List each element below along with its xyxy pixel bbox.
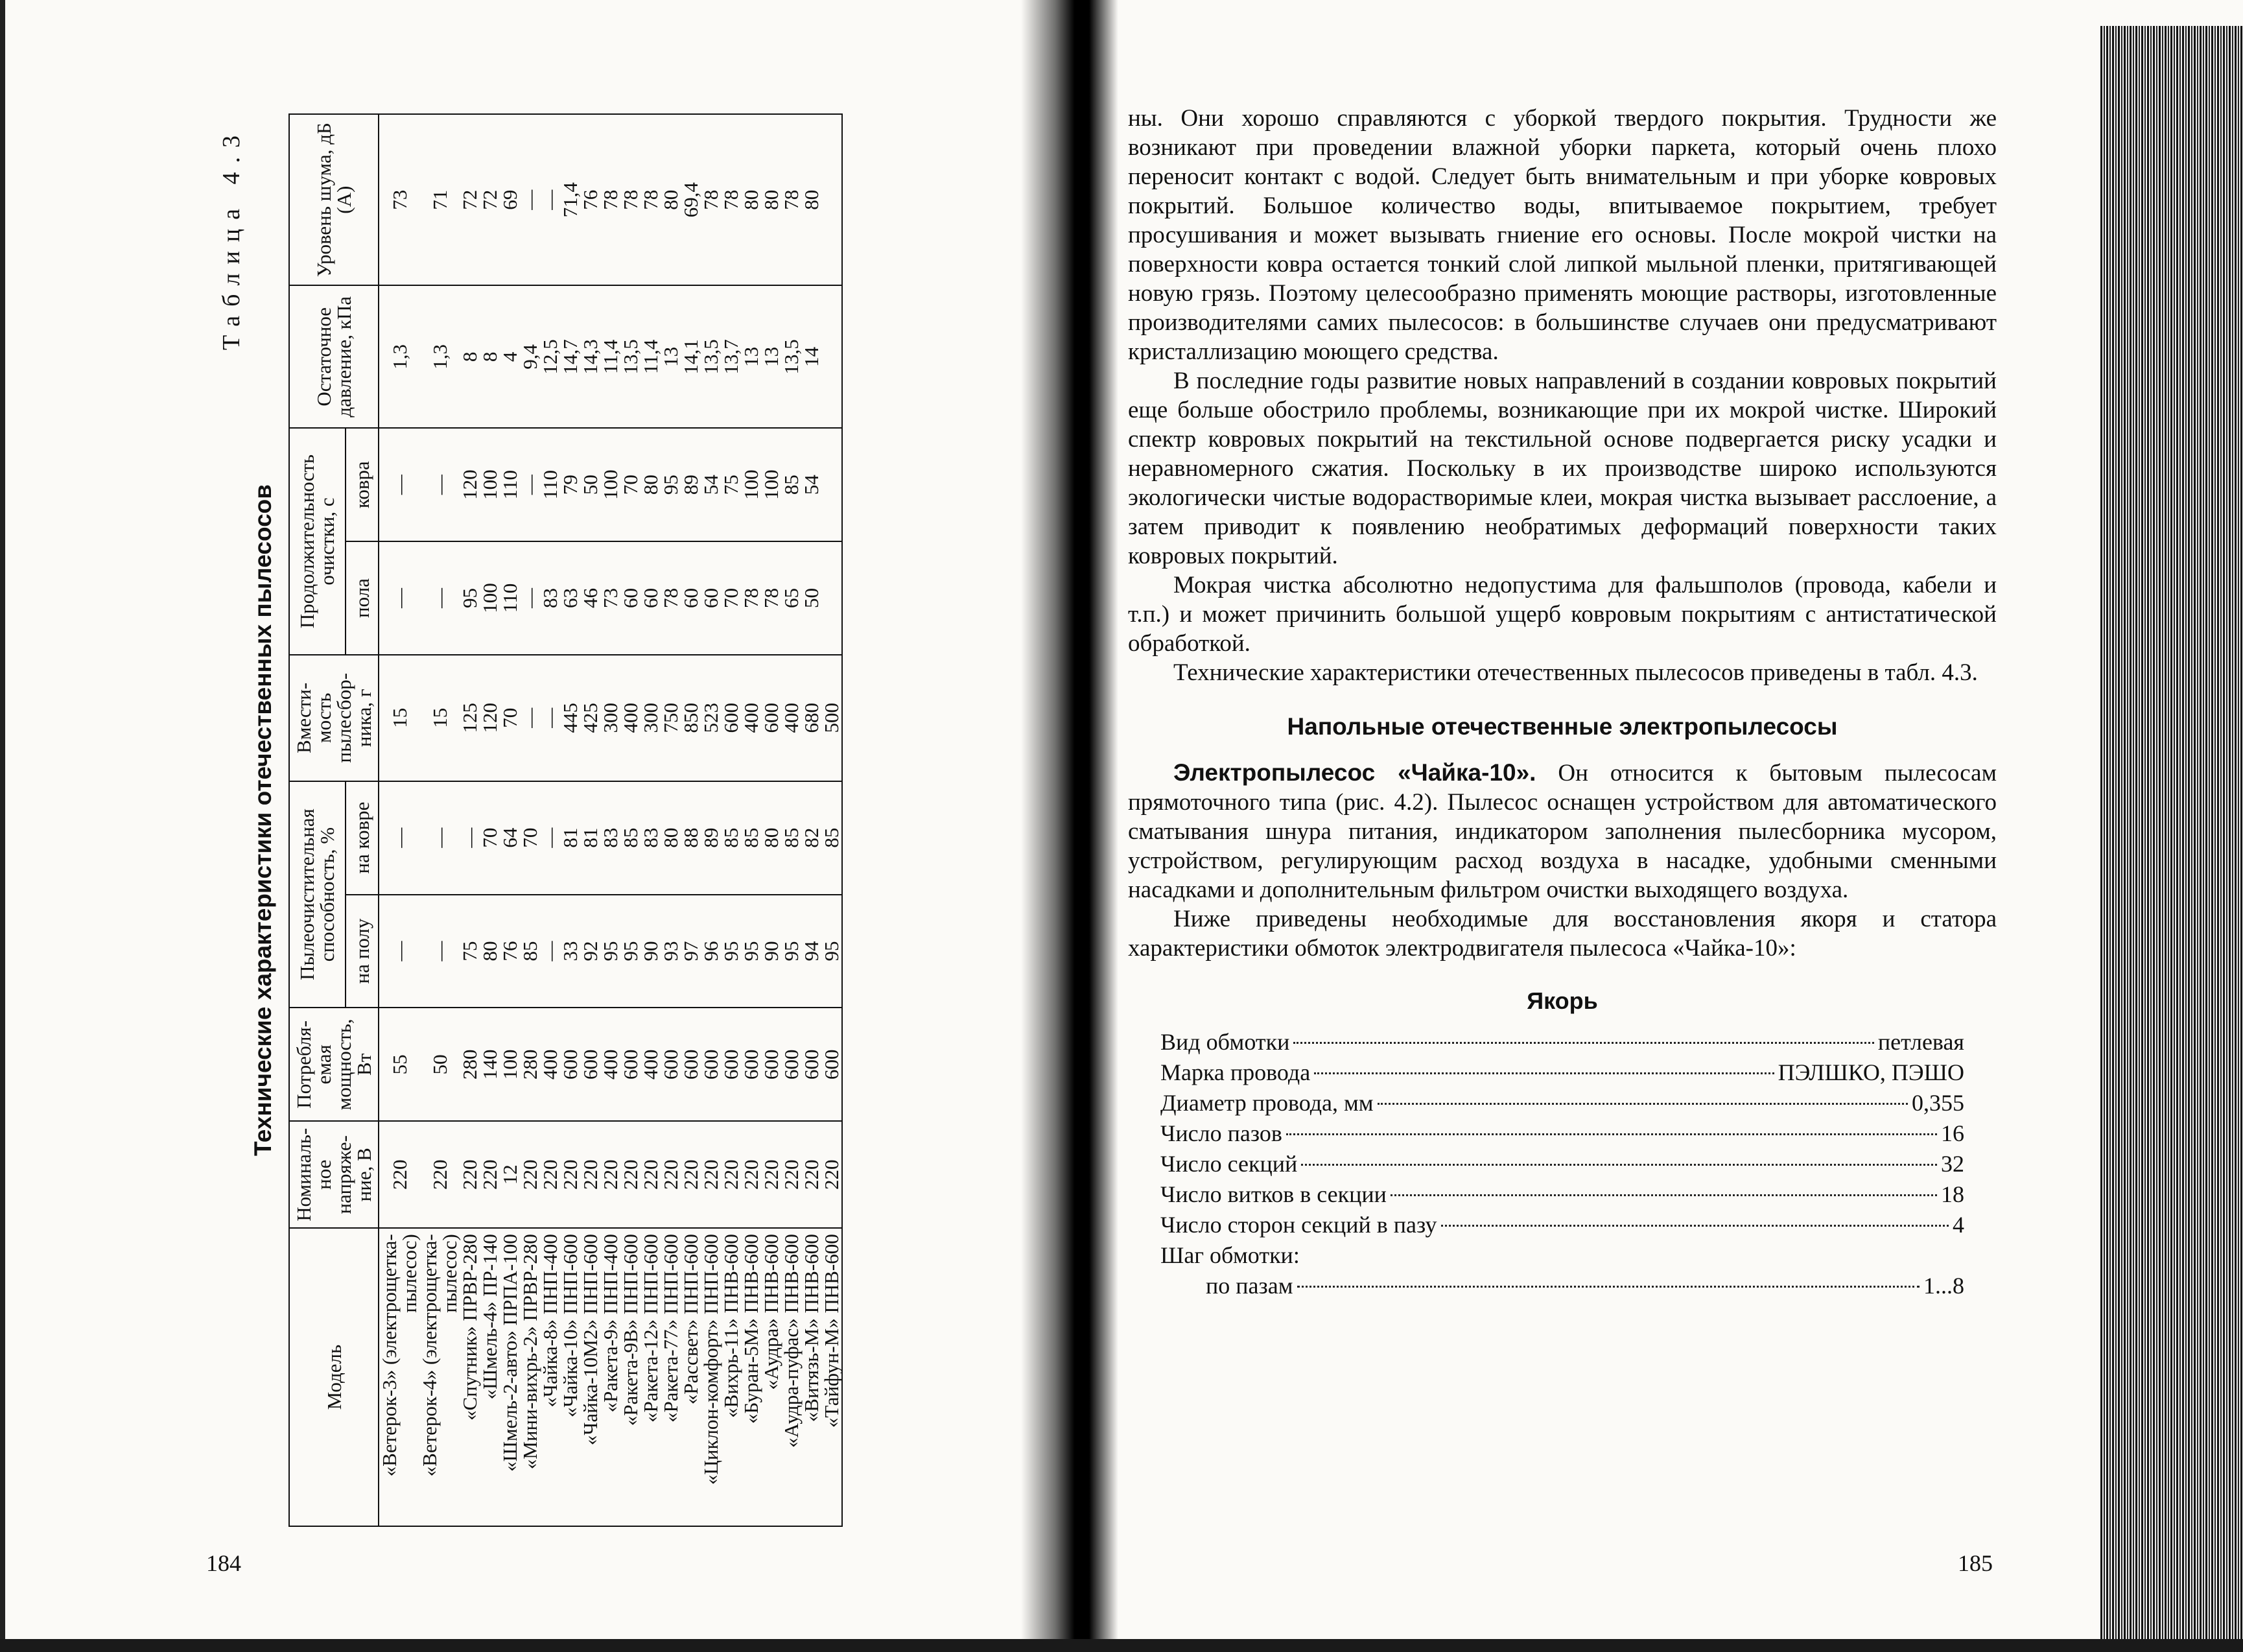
cell-pressure: 13 xyxy=(741,285,761,428)
leader-dots xyxy=(1293,1042,1874,1044)
spec-row xyxy=(1160,1149,1964,1179)
cell-dur-carpet: 100 xyxy=(761,428,781,541)
cell-dust-floor: 94 xyxy=(801,895,821,1008)
leader-dots xyxy=(1286,1133,1937,1135)
cell-capacity: 300 xyxy=(640,655,661,781)
cell-capacity: — xyxy=(540,655,560,781)
cell-voltage: 220 xyxy=(761,1121,781,1228)
paragraph-lead xyxy=(1128,758,1997,904)
cell-noise: 80 xyxy=(741,114,761,285)
cell-pressure: 11,4 xyxy=(640,285,661,428)
cell-noise: 71 xyxy=(419,114,460,285)
table-row xyxy=(701,114,721,1526)
spec-label: Число секций xyxy=(1160,1151,1298,1177)
cell-pressure: 13,5 xyxy=(620,285,640,428)
header-capacity: Вмести-мость пылесбор-ника, г xyxy=(289,655,379,781)
cell-dust-floor: 76 xyxy=(500,895,520,1008)
cell-capacity: 400 xyxy=(781,655,801,781)
cell-dust-floor: 95 xyxy=(781,895,801,1008)
cell-voltage: 220 xyxy=(560,1121,580,1228)
cell-power: 280 xyxy=(460,1008,480,1121)
cell-model: «Ветерок-4» (электрощетка-пылесос) xyxy=(419,1228,460,1526)
cell-dur-carpet: 100 xyxy=(741,428,761,541)
cell-dust-carpet: 70 xyxy=(480,781,500,895)
spec-value: 1...8 xyxy=(1923,1273,1964,1299)
cell-capacity: 15 xyxy=(379,655,419,781)
cell-dur-floor: 46 xyxy=(580,541,600,655)
cell-dur-floor: 60 xyxy=(640,541,661,655)
cell-model: «Чайка-10М2» ПНП-600 xyxy=(580,1228,600,1526)
cell-voltage: 220 xyxy=(741,1121,761,1228)
cell-voltage: 220 xyxy=(821,1121,842,1228)
lead-rest: Он относится к бытовым пылесосам прямоточного типа (рис. 4.2). Пылесос оснащен устройством для автоматического сматывания шнура питания, индикатором заполнения пылесборника мусором, устройством, регулирующим расход воздуха в насадке, удобными сменными насадками и дополнительным фильтром очистки выходящего воздуха. xyxy=(1128,760,1997,903)
specs-table xyxy=(288,113,843,1527)
table-row xyxy=(681,114,701,1526)
paragraph: Ниже приведены необходимые для восстановления якоря и статора характеристики обмоток электродвигателя пылесоса «Чайка-10»: xyxy=(1128,906,1997,962)
cell-pressure: 13,5 xyxy=(781,285,801,428)
spec-label: по пазам xyxy=(1206,1273,1293,1299)
cell-power: 600 xyxy=(560,1008,580,1121)
spec-label: Число витков в секции xyxy=(1160,1181,1387,1207)
header-dur-carpet: ковра xyxy=(346,428,379,541)
cell-power: 600 xyxy=(761,1008,781,1121)
cell-dur-floor: 78 xyxy=(741,541,761,655)
cell-noise: 72 xyxy=(460,114,480,285)
cell-voltage: 220 xyxy=(681,1121,701,1228)
cell-dust-carpet: — xyxy=(419,781,460,895)
cell-pressure: 4 xyxy=(500,285,520,428)
spec-row xyxy=(1160,1210,1964,1240)
spec-row xyxy=(1160,1179,1964,1210)
cell-power: 600 xyxy=(681,1008,701,1121)
spec-label: Вид обмотки xyxy=(1160,1029,1290,1055)
cell-voltage: 220 xyxy=(701,1121,721,1228)
cell-dust-carpet: 85 xyxy=(620,781,640,895)
page-number-left: 184 xyxy=(206,1550,241,1576)
cell-dust-floor: 95 xyxy=(721,895,741,1008)
cell-power: 400 xyxy=(640,1008,661,1121)
leader-dots xyxy=(1391,1194,1937,1196)
table-row xyxy=(821,114,842,1526)
cell-dust-floor: 96 xyxy=(701,895,721,1008)
cell-model: «Тайфун-М» ПНВ-600 xyxy=(821,1228,842,1526)
spec-row xyxy=(1160,1027,1964,1057)
cell-dur-carpet: 54 xyxy=(701,428,721,541)
spec-value: 16 xyxy=(1941,1120,1964,1146)
cell-dust-floor: 85 xyxy=(520,895,540,1008)
cell-dust-carpet: 85 xyxy=(721,781,741,895)
spec-row xyxy=(1160,1088,1964,1118)
cell-noise xyxy=(821,114,842,285)
cell-pressure: 13,5 xyxy=(701,285,721,428)
cell-capacity: 750 xyxy=(661,655,681,781)
cell-dust-carpet: 85 xyxy=(821,781,842,895)
cell-dur-floor: 50 xyxy=(801,541,821,655)
cell-dur-carpet: 95 xyxy=(661,428,681,541)
cell-power: 600 xyxy=(580,1008,600,1121)
spec-label: Число пазов xyxy=(1160,1120,1282,1146)
cell-model: «Витязь-М» ПНВ-600 xyxy=(801,1228,821,1526)
header-dust-carpet: на ковре xyxy=(346,781,379,895)
cell-dur-carpet: 75 xyxy=(721,428,741,541)
spec-value: 32 xyxy=(1941,1151,1964,1177)
table-row xyxy=(580,114,600,1526)
cell-model: «Рассвет» ПНП-600 xyxy=(681,1228,701,1526)
cell-pressure: 9,4 xyxy=(520,285,540,428)
cell-dust-carpet: 83 xyxy=(640,781,661,895)
cell-power: 400 xyxy=(600,1008,620,1121)
cell-pressure: 14,1 xyxy=(681,285,701,428)
cell-dur-floor xyxy=(821,541,842,655)
winding-specs-list xyxy=(1160,1027,1964,1301)
cell-dur-carpet: — xyxy=(520,428,540,541)
cell-noise: 80 xyxy=(661,114,681,285)
paragraph: Мокрая чистка абсолютно недопустима для фальшполов (провода, кабели и т.п.) и может причинить большой ущерб ковровым покрытиям с антистатической обработкой. xyxy=(1128,572,1997,657)
cell-model: «Циклон-комфорт» ПНП-600 xyxy=(701,1228,721,1526)
cell-noise: 80 xyxy=(801,114,821,285)
cell-dur-floor: 60 xyxy=(681,541,701,655)
cell-dur-carpet: 100 xyxy=(480,428,500,541)
cell-dust-floor: 93 xyxy=(661,895,681,1008)
cell-noise: 76 xyxy=(580,114,600,285)
cell-power: 600 xyxy=(620,1008,640,1121)
cell-model: «Аудра-пуфас» ПНВ-600 xyxy=(781,1228,801,1526)
cell-dust-carpet: 88 xyxy=(681,781,701,895)
table-row xyxy=(620,114,640,1526)
cell-model: «Аудра» ПНВ-600 xyxy=(761,1228,781,1526)
table-row xyxy=(801,114,821,1526)
cell-dur-carpet: 70 xyxy=(620,428,640,541)
cell-dur-floor: 60 xyxy=(701,541,721,655)
cell-capacity: 300 xyxy=(600,655,620,781)
cell-capacity: 400 xyxy=(741,655,761,781)
cell-power: 600 xyxy=(721,1008,741,1121)
cell-noise: 78 xyxy=(721,114,741,285)
cell-pressure: 14 xyxy=(801,285,821,428)
header-power: Потребля-емая мощность, Вт xyxy=(289,1008,379,1121)
cell-power: 140 xyxy=(480,1008,500,1121)
cell-capacity: 15 xyxy=(419,655,460,781)
table-title: Технические характеристики отечественных пылесосов xyxy=(250,484,276,1157)
cell-voltage: 220 xyxy=(460,1121,480,1228)
cell-dur-floor: 83 xyxy=(540,541,560,655)
cell-dust-floor: 75 xyxy=(460,895,480,1008)
cell-capacity: 850 xyxy=(681,655,701,781)
page-number-right: 185 xyxy=(1958,1550,1993,1576)
cell-model: «Ракета-9» ПНП-400 xyxy=(600,1228,620,1526)
spec-value: 4 xyxy=(1953,1212,1964,1238)
cell-noise: 78 xyxy=(600,114,620,285)
cell-pressure: 1,3 xyxy=(379,285,419,428)
leader-dots xyxy=(1301,1164,1937,1166)
cell-dust-carpet: 64 xyxy=(500,781,520,895)
cell-dust-carpet: 83 xyxy=(600,781,620,895)
book-gutter-shadow xyxy=(1021,0,1118,1652)
cell-noise: — xyxy=(540,114,560,285)
lead-bold: Электропылесос «Чайка-10». xyxy=(1173,759,1536,786)
cell-model: «Чайка-8» ПНП-400 xyxy=(540,1228,560,1526)
header-dur-floor: пола xyxy=(346,541,379,655)
cell-voltage: 220 xyxy=(540,1121,560,1228)
cell-dust-floor: 90 xyxy=(640,895,661,1008)
table-row xyxy=(600,114,620,1526)
cell-dust-floor: 95 xyxy=(821,895,842,1008)
cell-capacity: 600 xyxy=(721,655,741,781)
cell-dur-floor: 63 xyxy=(560,541,580,655)
table-row xyxy=(540,114,560,1526)
cell-power: 400 xyxy=(540,1008,560,1121)
cell-power: 50 xyxy=(419,1008,460,1121)
cell-model: «Шмель-2-авто» ПРПА-100 xyxy=(500,1228,520,1526)
cell-dust-floor: 33 xyxy=(560,895,580,1008)
cell-capacity: 125 xyxy=(460,655,480,781)
cell-voltage: 220 xyxy=(580,1121,600,1228)
cell-dur-floor: 78 xyxy=(761,541,781,655)
cell-dust-carpet: 85 xyxy=(781,781,801,895)
cell-dur-floor: 70 xyxy=(721,541,741,655)
table-caption: Таблица 4.3 xyxy=(218,126,245,351)
cell-pressure: 13,7 xyxy=(721,285,741,428)
cell-pressure xyxy=(821,285,842,428)
cell-dur-carpet: 110 xyxy=(500,428,520,541)
cell-voltage: 220 xyxy=(620,1121,640,1228)
cell-dur-carpet: 79 xyxy=(560,428,580,541)
cell-dust-floor: 90 xyxy=(761,895,781,1008)
spec-label: Число сторон секций в пазу xyxy=(1160,1212,1437,1238)
paragraph: Технические характеристики отечественных пылесосов приведены в табл. 4.3. xyxy=(1173,659,1978,686)
cell-voltage: 220 xyxy=(781,1121,801,1228)
cell-voltage: 220 xyxy=(379,1121,419,1228)
table-row xyxy=(721,114,741,1526)
header-duration: Продолжительность очистки, с xyxy=(289,428,346,655)
cell-pressure: 14,7 xyxy=(560,285,580,428)
table-row xyxy=(560,114,580,1526)
cell-capacity: — xyxy=(520,655,540,781)
cell-pressure: 12,5 xyxy=(540,285,560,428)
cell-capacity: 400 xyxy=(620,655,640,781)
cell-power: 600 xyxy=(821,1008,842,1121)
table-row xyxy=(379,114,419,1526)
cell-dur-carpet: 50 xyxy=(580,428,600,541)
cell-pressure: 8 xyxy=(460,285,480,428)
table-row xyxy=(661,114,681,1526)
cell-dust-carpet: — xyxy=(379,781,419,895)
cell-noise: 78 xyxy=(620,114,640,285)
cell-voltage: 220 xyxy=(801,1121,821,1228)
right-page-text xyxy=(1128,104,1997,1301)
step-label: Шаг обмотки: xyxy=(1160,1242,1300,1268)
cell-pressure: 13 xyxy=(761,285,781,428)
cell-dur-carpet: — xyxy=(379,428,419,541)
cell-capacity: 120 xyxy=(480,655,500,781)
cell-dust-carpet: 82 xyxy=(801,781,821,895)
cell-voltage: 220 xyxy=(640,1121,661,1228)
cell-dur-floor: 65 xyxy=(781,541,801,655)
header-model: Модель xyxy=(289,1228,379,1526)
cell-model: «Мини-вихрь-2» ПРВР-280 xyxy=(520,1228,540,1526)
leader-dots xyxy=(1314,1072,1774,1074)
cell-pressure: 14,3 xyxy=(580,285,600,428)
cell-dust-floor: 97 xyxy=(681,895,701,1008)
cell-model: «Вихрь-11» ПНВ-600 xyxy=(721,1228,741,1526)
cell-dust-floor: 92 xyxy=(580,895,600,1008)
cell-model: «Ветерок-3» (электрощетка-пылесос) xyxy=(379,1228,419,1526)
table-row xyxy=(460,114,480,1526)
cell-dust-floor: 95 xyxy=(600,895,620,1008)
cell-power: 600 xyxy=(701,1008,721,1121)
scan-edge-left xyxy=(0,0,5,1652)
cell-voltage: 220 xyxy=(520,1121,540,1228)
cell-dust-carpet: 70 xyxy=(520,781,540,895)
cell-voltage: 220 xyxy=(419,1121,460,1228)
cell-dur-carpet xyxy=(821,428,842,541)
table-row xyxy=(761,114,781,1526)
table-row xyxy=(419,114,460,1526)
spec-row xyxy=(1160,1271,1964,1301)
cell-dust-carpet: 80 xyxy=(661,781,681,895)
cell-dust-carpet: 81 xyxy=(580,781,600,895)
cell-dust-carpet: 80 xyxy=(761,781,781,895)
cell-dur-carpet: — xyxy=(419,428,460,541)
cell-dust-floor: 80 xyxy=(480,895,500,1008)
cell-dust-floor: — xyxy=(540,895,560,1008)
cell-capacity: 445 xyxy=(560,655,580,781)
leader-dots xyxy=(1378,1103,1908,1105)
paragraph: В последние годы развитие новых направлений в создании ковровых покрытий еще больше обострило проблемы, возникающие при их мокрой чистке. Широкий спектр ковровых покрытий на текстильной основе подвергается риску усадки и неравномерного сжатия. Поскольку в их производстве широко используются экологически чистые водорастворимые клеи, мокрая чистка вызывает расслоение, а затем приводит к появлению необратимых деформаций поверхности таких ковровых покрытий. xyxy=(1128,368,1997,569)
header-noise: Уровень шума, дБ (А) xyxy=(289,114,379,285)
cell-pressure: 11,4 xyxy=(600,285,620,428)
spec-row xyxy=(1160,1057,1964,1088)
cell-dur-floor: 73 xyxy=(600,541,620,655)
cell-dur-carpet: 100 xyxy=(600,428,620,541)
cell-dust-carpet: 81 xyxy=(560,781,580,895)
spec-value: 0,355 xyxy=(1912,1090,1964,1116)
cell-dur-floor: 60 xyxy=(620,541,640,655)
cell-capacity: 500 xyxy=(821,655,842,781)
paragraph: ны. Они хорошо справляются с уборкой твердого покрытия. Трудности же возникают при проведении влажной уборки паркета, который очень плохо переносит контакт с водой. Следует быть внимательным и при уборке ковровых покрытий. Большое количество воды, впитываемое покрытием, требует просушивания и может вызывать гниение его основы. После мокрой чистки на поверхности ковра остается тонкий слой липкой мыльной пленки, притягивающей новую грязь. Поэтому целесообразно применять моющие растворы, изготовленные производителями самих пылесосов: в большинстве случаев они предусматривают кристаллизацию моющего средства. xyxy=(1128,105,1997,365)
cell-dur-floor: 78 xyxy=(661,541,681,655)
cell-model: «Спутник» ПРВР-280 xyxy=(460,1228,480,1526)
cell-dust-floor: 95 xyxy=(620,895,640,1008)
cell-dur-carpet: 89 xyxy=(681,428,701,541)
cell-pressure: 1,3 xyxy=(419,285,460,428)
cell-capacity: 680 xyxy=(801,655,821,781)
cell-dust-carpet: 85 xyxy=(741,781,761,895)
cell-dust-floor: — xyxy=(419,895,460,1008)
cell-noise: 69 xyxy=(500,114,520,285)
cell-dust-carpet: — xyxy=(460,781,480,895)
header-dust-removal: Пылеочистительная способность, % xyxy=(289,781,346,1008)
leader-dots xyxy=(1297,1286,1920,1288)
cell-noise: 78 xyxy=(781,114,801,285)
spec-value: ПЭЛШКО, ПЭШО xyxy=(1778,1059,1964,1085)
cell-capacity: 523 xyxy=(701,655,721,781)
spec-value: петлевая xyxy=(1877,1029,1964,1055)
section-heading: Напольные отечественные электропылесосы xyxy=(1287,713,1838,740)
cell-noise: 78 xyxy=(701,114,721,285)
cell-dur-carpet: 110 xyxy=(540,428,560,541)
scan-edge-bottom xyxy=(0,1639,2243,1652)
book-page-edges xyxy=(2100,0,2243,1652)
cell-dur-carpet: 85 xyxy=(781,428,801,541)
spec-label: Марка провода xyxy=(1160,1059,1311,1085)
cell-dur-floor: 95 xyxy=(460,541,480,655)
cell-power: 280 xyxy=(520,1008,540,1121)
cell-noise: 69,4 xyxy=(681,114,701,285)
cell-noise: 71,4 xyxy=(560,114,580,285)
rotated-table-block xyxy=(218,113,1034,1527)
cell-noise: 73 xyxy=(379,114,419,285)
spec-label: Диаметр провода, мм xyxy=(1160,1090,1374,1116)
cell-model: «Буран-5М» ПНВ-600 xyxy=(741,1228,761,1526)
cell-dust-floor: 95 xyxy=(741,895,761,1008)
table-row xyxy=(741,114,761,1526)
cell-dust-floor: — xyxy=(379,895,419,1008)
table-row xyxy=(640,114,661,1526)
cell-capacity: 425 xyxy=(580,655,600,781)
cell-dust-carpet: — xyxy=(540,781,560,895)
cell-capacity: 70 xyxy=(500,655,520,781)
cell-dur-carpet: 54 xyxy=(801,428,821,541)
cell-noise: 80 xyxy=(761,114,781,285)
table-row xyxy=(520,114,540,1526)
spec-row xyxy=(1160,1118,1964,1149)
cell-voltage: 220 xyxy=(600,1121,620,1228)
leader-dots xyxy=(1441,1225,1949,1227)
header-pressure: Остаточное давление, кПа xyxy=(289,285,379,428)
cell-pressure: 8 xyxy=(480,285,500,428)
cell-voltage: 12 xyxy=(500,1121,520,1228)
cell-dur-carpet: 120 xyxy=(460,428,480,541)
cell-model: «Ракета-9В» ПНП-600 xyxy=(620,1228,640,1526)
cell-dur-carpet: 80 xyxy=(640,428,661,541)
cell-power: 600 xyxy=(661,1008,681,1121)
cell-dur-floor: 110 xyxy=(500,541,520,655)
cell-dur-floor: — xyxy=(520,541,540,655)
cell-noise: 78 xyxy=(640,114,661,285)
cell-capacity: 600 xyxy=(761,655,781,781)
cell-pressure: 13 xyxy=(661,285,681,428)
cell-model: «Ракета-12» ПНП-600 xyxy=(640,1228,661,1526)
cell-dur-floor: — xyxy=(419,541,460,655)
cell-power: 600 xyxy=(781,1008,801,1121)
header-voltage: Номиналь-ное напряже-ние, В xyxy=(289,1121,379,1228)
cell-dust-carpet: 89 xyxy=(701,781,721,895)
cell-dur-floor: — xyxy=(379,541,419,655)
cell-power: 600 xyxy=(801,1008,821,1121)
cell-noise: — xyxy=(520,114,540,285)
cell-power: 600 xyxy=(741,1008,761,1121)
cell-model: «Ракета-77» ПНП-600 xyxy=(661,1228,681,1526)
cell-model: «Шмель-4» ПР-140 xyxy=(480,1228,500,1526)
cell-voltage: 220 xyxy=(721,1121,741,1228)
cell-voltage: 220 xyxy=(661,1121,681,1228)
cell-voltage: 220 xyxy=(480,1121,500,1228)
table-row xyxy=(500,114,520,1526)
cell-dur-floor: 100 xyxy=(480,541,500,655)
cell-model: «Чайка-10» ПНП-600 xyxy=(560,1228,580,1526)
cell-noise: 72 xyxy=(480,114,500,285)
cell-power: 55 xyxy=(379,1008,419,1121)
subheading: Якорь xyxy=(1527,987,1598,1014)
table-row xyxy=(480,114,500,1526)
spec-value: 18 xyxy=(1941,1181,1964,1207)
table-row xyxy=(781,114,801,1526)
header-dust-floor: на полу xyxy=(346,895,379,1008)
cell-power: 100 xyxy=(500,1008,520,1121)
